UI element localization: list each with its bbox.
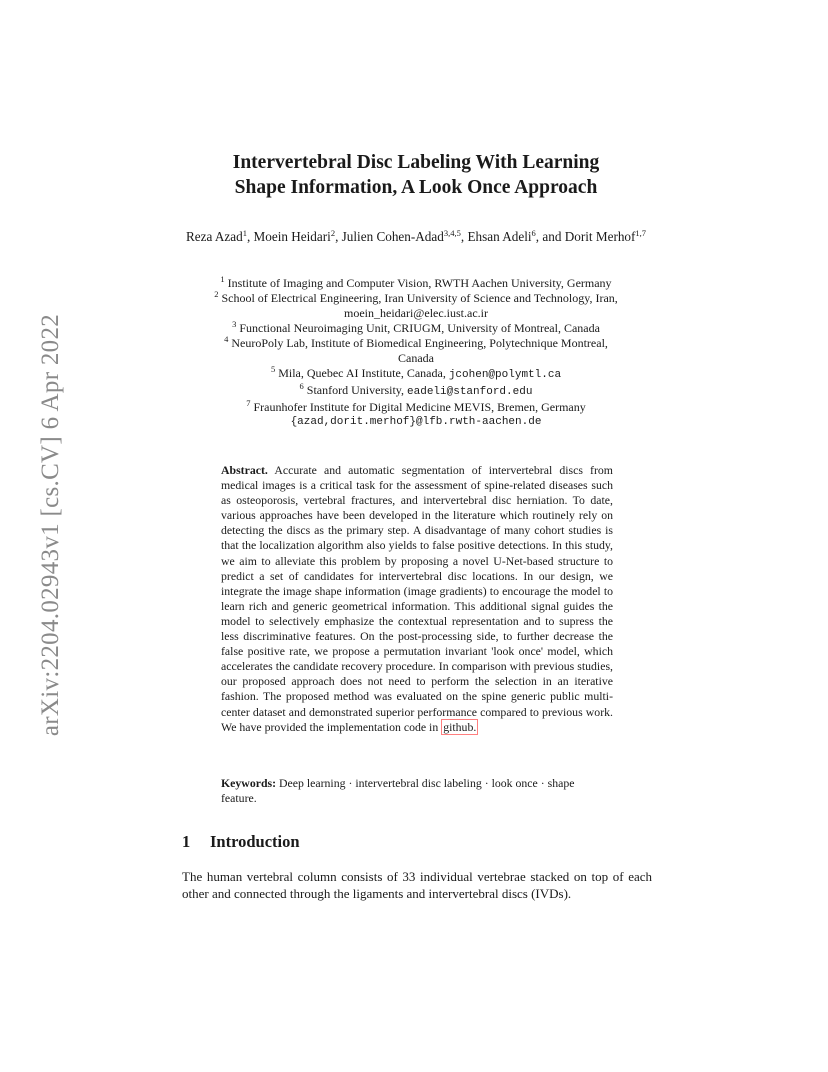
title-line-1: Intervertebral Disc Labeling With Learning bbox=[232, 152, 600, 173]
affiliation-7 bbox=[178, 400, 654, 415]
affil-num: 6 bbox=[299, 381, 304, 391]
affiliation-3 bbox=[178, 321, 654, 336]
intro-paragraph: The human vertebral column consists of 33 individual vertebrae stacked on top of each other and connected through the ligaments and intervertebral discs (IVDs). bbox=[182, 869, 652, 901]
arxiv-identifier: arXiv:2204.02943v1 [cs.CV] 6 Apr 2022 bbox=[37, 313, 64, 737]
affil-text: School of Electrical Engineering, Iran University of Science and Technology, Iran, bbox=[221, 291, 618, 305]
keywords-text: Deep learning · intervertebral disc labeling · look once · shape feature. bbox=[221, 776, 575, 806]
section-title: Introduction bbox=[210, 832, 300, 851]
affiliation-4-cont: Canada bbox=[398, 351, 434, 365]
author-name: Dorit Merhof bbox=[564, 229, 636, 244]
affiliation-7-email[interactable]: {azad,dorit.merhof}@lfb.rwth-aachen.de bbox=[290, 416, 542, 428]
author-name: Julien Cohen-Adad bbox=[341, 229, 444, 244]
affil-text: NeuroPoly Lab, Institute of Biomedical Engineering, Polytechnique Montreal, bbox=[231, 336, 608, 350]
title-line-2: Shape Information, A Look Once Approach bbox=[234, 177, 598, 198]
section-number: 1 bbox=[182, 832, 191, 851]
abstract-text: Accurate and automatic segmentation of intervertebral discs from medical images is a critical task for the assessment of spine-related diseases such as osteoporosis, vertebral fractures, and intervertebral disc herniation. To date, various approaches have been developed in the literature which routinely rely on detecting the discs as the primary step. A disadvantage of many cohort studies is that the localization algorithm also yields to false positive detections. In this study, we aim to alleviate this problem by proposing a novel U-Net-based structure to predict a set of candidates for intervertebral disc locations. In our design, we integrate the image shape information (image gradients) to encourage the model to learn rich and generic geometrical information. This additional signal guides the model to selectively emphasize the contextual representation and to supress the less discriminative features. On the post-processing side, to further decrease the false positive rate, we propose a permutation invariant 'look once' model, which accelerates the candidate recovery procedure. In comparison with previous studies, our proposed approach does not need to perform the selection in an iterative fashion. The proposed method was evaluated on the spine generic public multi-center dataset and demonstrated superior performance compared to previous work. We have provided the implementation code in bbox=[221, 463, 613, 734]
arxiv-sidebar bbox=[36, 290, 66, 760]
author-name: Ehsan Adeli bbox=[467, 229, 532, 244]
keywords-label: Keywords: bbox=[221, 776, 277, 790]
affil-num: 1 bbox=[220, 274, 225, 284]
author-affil-sup: 6 bbox=[531, 228, 536, 238]
abstract-label: Abstract. bbox=[221, 463, 268, 477]
author-list: Reza Azad$^1$, Moein Heidari$^2$, Julien Cohen-Adad$^{3,4,5}$, Ehsan Adeli$^6$, and Dorit Merhof$^{1,7}$ bbox=[185, 228, 647, 244]
affil-num: 2 bbox=[214, 289, 219, 299]
affil-num: 3 bbox=[232, 319, 237, 329]
author-affil-sup: 3,4,5 bbox=[443, 228, 461, 238]
section-heading bbox=[182, 832, 300, 852]
affil-num: 5 bbox=[270, 364, 276, 374]
paper-title bbox=[160, 150, 672, 200]
keywords bbox=[221, 776, 613, 806]
abstract bbox=[221, 463, 613, 735]
email-link[interactable]: eadeli@stanford.edu bbox=[407, 386, 533, 398]
author-name: Reza Azad bbox=[185, 229, 243, 244]
affiliation-1 bbox=[178, 276, 654, 291]
affil-text: Institute of Imaging and Computer Vision, RWTH Aachen University, Germany bbox=[227, 276, 612, 290]
author-affil-sup: 1,7 bbox=[635, 228, 647, 238]
author-affil-sup: 1 bbox=[242, 228, 247, 238]
affil-text: Fraunhofer Institute for Digital Medicine MEVIS, Bremen, Germany bbox=[253, 400, 586, 414]
affiliation-2-email: moein_heidari@elec.iust.ac.ir bbox=[344, 306, 488, 320]
github-link[interactable]: github. bbox=[443, 719, 477, 734]
affiliation-5 bbox=[178, 366, 654, 383]
affil-text: Stanford University, bbox=[306, 383, 405, 397]
affil-num: 4 bbox=[224, 334, 229, 344]
affil-text: Mila, Quebec AI Institute, Canada, bbox=[278, 366, 446, 380]
affiliations bbox=[178, 276, 654, 430]
affil-text: Functional Neuroimaging Unit, CRIUGM, University of Montreal, Canada bbox=[239, 321, 600, 335]
author-affil-sup: 2 bbox=[330, 228, 336, 238]
author-name: Moein Heidari bbox=[253, 229, 331, 244]
affiliation-2 bbox=[178, 291, 654, 306]
affil-num: 7 bbox=[246, 398, 251, 408]
affiliation-4 bbox=[178, 336, 654, 351]
email-link[interactable]: jcohen@polymtl.ca bbox=[448, 369, 562, 381]
